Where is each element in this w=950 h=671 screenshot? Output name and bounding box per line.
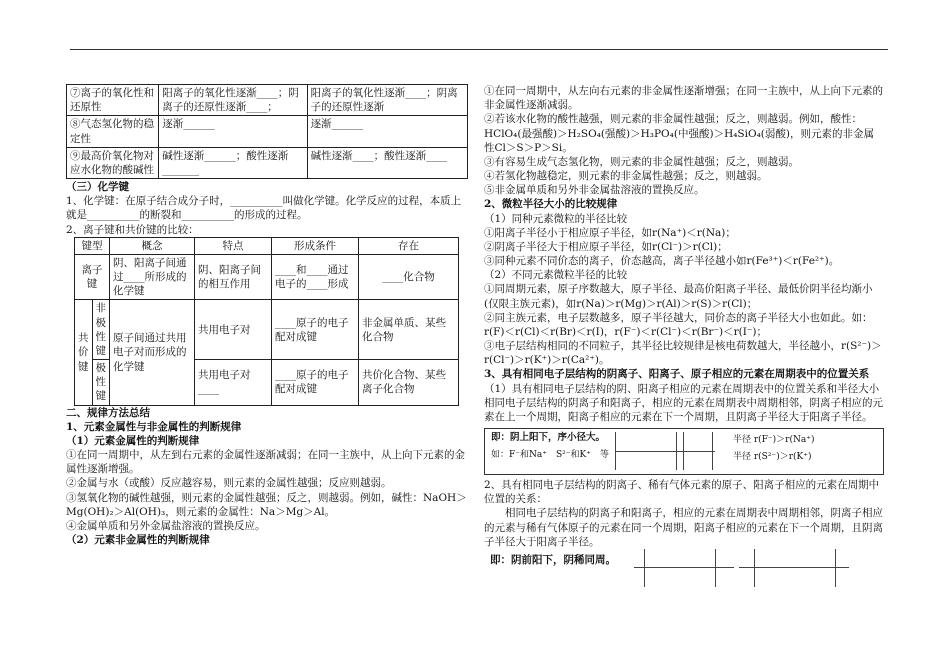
box-line-1: 即：阴上阳下，序小径大。	[491, 432, 606, 444]
left-column	[66, 84, 468, 547]
table-row: ⑧气态氢化物的稳定性 逐渐______ 逐渐______	[67, 116, 468, 147]
paragraph: ②阴离子半径大于相应原子半径，如r(Cl⁻)＞r(Cl)；	[484, 240, 728, 253]
paragraph: ④若氢化物越稳定，则元素的非金属性越强；反之，则越弱。	[484, 170, 768, 183]
subsection-heading: 3、具有相同电子层结构的阴离子、阳离子、原子相应的元素在周期表中的位置关系	[484, 368, 870, 381]
section-heading: （三）化学键	[66, 181, 129, 194]
paragraph: ②金属与水（或酸）反应越容易，则元素的金属性越强；反应则越弱。	[66, 477, 392, 490]
paragraph: 相同电子层结构的阴离子和阳离子，相应的元素在周期表中周期相邻，阴离子相应的元素与稀有气体原子的元素在同一个周期，阳离子相应的元素在下一个周期，且阴离子半径大于阳离子半径。	[484, 507, 883, 548]
paragraph: ②同主族元素，电子层数越多，原子半径越大，同价态的离子半径大小也如此。如：r(F)＜r(Cl)＜r(Br)＜r(I)，r(F⁻)＜r(Cl⁻)＜r(Br⁻)＜r(I⁻)；	[484, 311, 873, 338]
mini-periodic-grid	[683, 432, 713, 470]
mini-periodic-grid	[644, 549, 716, 587]
bond-comparison-table	[74, 237, 459, 406]
header-rule	[70, 49, 888, 50]
subsection-heading: （1）同种元素微粒的半径比较	[484, 212, 628, 225]
subsection-heading: 2、微粒半径大小的比较规律	[484, 198, 618, 211]
table-row: 共价键 非极性键 原子间通过共用电子对而形成的化学键 共用电子对 ____原子的电子配对成键 非金属单质、某些化合物	[75, 300, 459, 360]
paragraph: ①同周期元素，原子序数越大，原子半径、最高价阳离子半径、最低价阴半径均渐小(仅限主族元素)，如r(Na)＞r(Mg)＞r(Al)＞r(S)＞r(Cl)；	[484, 283, 873, 310]
paragraph: ⑤非金属单质和另外非金属盐溶液的置换反应。	[484, 184, 705, 197]
paragraph: ③同种元素不同价态的离子，价态越高，离子半径越小如r(Fe³⁺)＜r(Fe²⁺)。	[484, 255, 840, 268]
rule-summary: 即：阴前阳下，阴稀同周。	[490, 553, 616, 566]
example-row	[484, 549, 884, 591]
table-row: ⑨最高价氧化物对应水化物的酸碱性 碱性逐渐______；酸性逐渐_______ 碱性逐渐____；酸性逐渐____	[67, 147, 468, 178]
paragraph: （1）具有相同电子层结构的阴、阳离子相应的元素在周期表中的位置关系和半径大小相同电子层结构的阴离子和阳离子，相应的元素在周期表中周期相邻，阴离子相应的元素在上一个周期，阳离子相应的元素在下一个周期，且阴离子半径大于阳离子半径。	[484, 382, 883, 423]
subsection-heading: （2）元素非金属性的判断规律	[66, 534, 210, 547]
paragraph: ③电子层结构相同的不同粒子，其半径比较规律是核电荷数越大，半径越小，r(S²⁻)＞r(Cl⁻)＞r(K⁺)＞r(Ca²⁺)。	[484, 340, 882, 367]
subsection-heading: 1、元素金属性与非金属性的判断规律	[66, 420, 242, 433]
paragraph: 1、化学键：在原子结合成分子时，__________叫做化学键。化学反应的过程，本质上就是__________的断裂和__________的形成的过程。	[66, 195, 462, 222]
paragraph: 2、具有相同电子层结构的阴离子、稀有气体元素的原子、阳离子相应的元素在周期中位置的关系：	[484, 479, 880, 506]
subsection-heading: （2）不同元素微粒半径的比较	[484, 269, 628, 282]
paragraph: ①在同一周期中，从左到右元素的金属性逐渐减弱；在同一主族中，从上向下元素的金属性逐渐增强。	[66, 449, 465, 476]
paragraph: ①阳离子半径小于相应原子半径，如r(Na⁺)＜r(Na)；	[484, 226, 736, 239]
section-heading: 二、规律方法总结	[66, 406, 150, 419]
paragraph: ③有容易生成气态氢化物，则元素的非金属性越强；反之，则越弱。	[484, 155, 799, 168]
subsection-heading: （1）元素金属性的判断规律	[66, 434, 200, 447]
right-column	[484, 84, 884, 591]
table-row: 极性键 共用电子对____ ____原子的电子配对成键 共价化合物、某些离子化合物	[75, 360, 459, 406]
paragraph: 2、离子键和共价键的比较：	[66, 223, 199, 236]
box-line-2: 如：F⁻和Na⁺ S²⁻和K⁺ 等	[491, 450, 609, 461]
box-radius-1: 半径 r(F⁻)＞r(Na⁺)	[733, 435, 815, 446]
mini-periodic-grid	[754, 549, 836, 587]
property-table	[66, 84, 468, 179]
table-row: 离子键 阴、阳离子间通过____所形成的化学键 阴、阳离子间的相互作用 ____和____通过电子的____形成 ____化合物	[75, 254, 459, 300]
table-row: ⑦离子的氧化性和还原性 阳离子的氧化性逐渐____；阴离子的还原性逐渐____； 阳离子的氧化性逐渐____；阴离子的还原性逐渐	[67, 85, 468, 116]
paragraph: ④金属单质和另外金属盐溶液的置换反应。	[66, 519, 266, 532]
example-box	[484, 428, 884, 475]
table-header-row: 键型 概念 特点 形成条件 存在	[75, 237, 459, 254]
box-radius-2: 半径 r(S²⁻)＞r(K⁺)	[733, 452, 812, 463]
paragraph: ①在同一周期中，从左向右元素的非金属性逐渐增强；在同一主族中，从上向下元素的非金属性逐渐减弱。	[484, 85, 883, 112]
paragraph: ③氢氧化物的碱性越强，则元素的金属性越强；反之，则越弱。例如，碱性：NaOH＞Mg(OH)₂＞Al(OH)₃，则元素的金属性：Na＞Mg＞Al。	[66, 491, 467, 518]
paragraph: ②若该水化物的酸性越强，则元素的非金属性越强；反之，则越弱。例如，酸性：HClO₄(最强酸)＞H₂SO₄(强酸)＞H₃PO₄(中强酸)＞H₄SiO₄(弱酸)，则元素的非金属性Cl＞S＞P＞Si。	[484, 113, 874, 154]
